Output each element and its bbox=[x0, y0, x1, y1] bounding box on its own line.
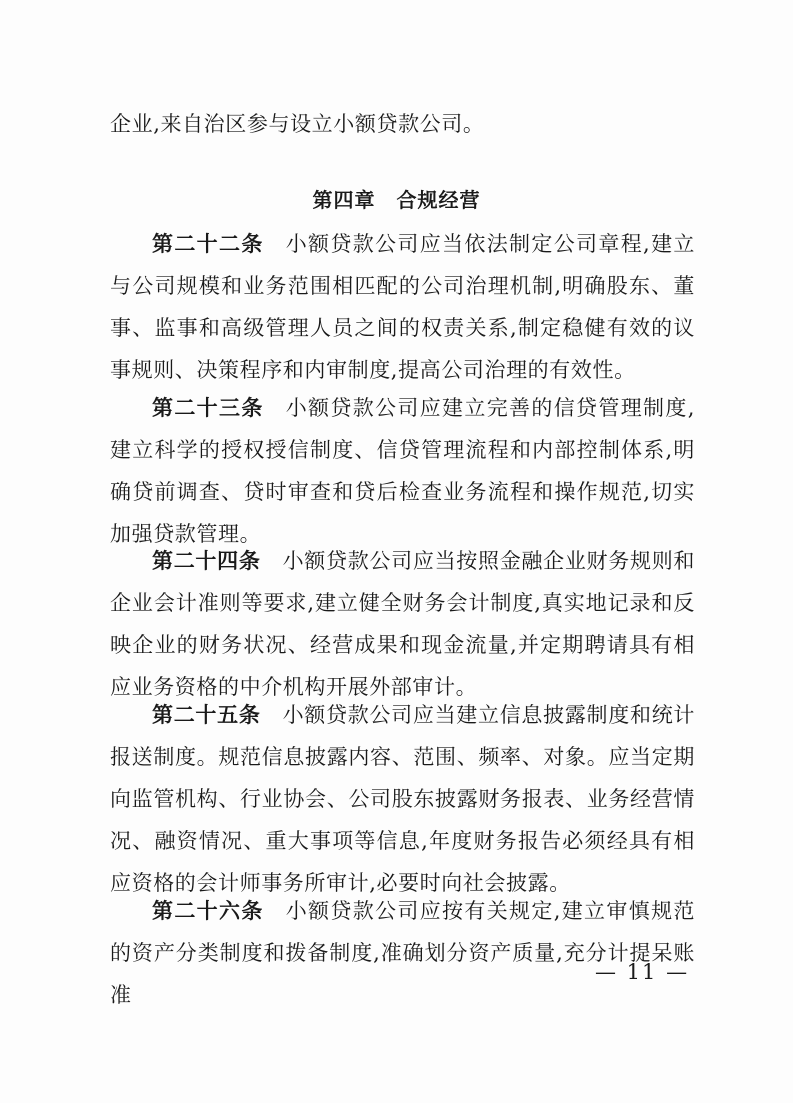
article-26 bbox=[110, 890, 695, 1016]
lead-paragraph: 企业,来自治区参与设立小额贷款公司。 bbox=[110, 112, 485, 136]
article-text: 小额贷款公司应按有关规定,建立审慎规范的资产分类制度和拨备制度,准确划分资产质量,充分计提呆账准 bbox=[110, 899, 696, 1007]
page-number: — 11 — bbox=[595, 960, 690, 984]
article-text: 小额贷款公司应当建立信息披露制度和统计报送制度。规范信息披露内容、范围、频率、对象。应当定期向监管机构、行业协会、公司股东披露财务报表、业务经营情况、融资情况、重大事项等信息,年度财务报告必须经具有相应资格的会计师事务所审计,必要时向社会披露。 bbox=[110, 703, 696, 895]
article-number: 第二十二条 bbox=[152, 232, 264, 256]
chapter-title: 第四章 合规经营 bbox=[312, 188, 481, 212]
article-text: 小额贷款公司应当按照金融企业财务规则和企业会计准则等要求,建立健全财务会计制度,真实地记录和反映企业的财务状况、经营成果和现金流量,并定期聘请具有相应业务资格的中介机构开展外部审计。 bbox=[110, 549, 696, 699]
article-23 bbox=[110, 387, 695, 555]
article-number: 第二十六条 bbox=[152, 899, 264, 923]
article-number: 第二十三条 bbox=[152, 396, 264, 420]
article-25 bbox=[110, 694, 695, 904]
article-24 bbox=[110, 540, 695, 708]
article-number: 第二十四条 bbox=[152, 549, 261, 573]
article-text: 小额贷款公司应当依法制定公司章程,建立与公司规模和业务范围相匹配的公司治理机制,明确股东、董事、监事和高级管理人员之间的权责关系,制定稳健有效的议事规则、决策程序和内审制度,提高公司治理的有效性。 bbox=[110, 232, 696, 382]
article-22 bbox=[110, 223, 695, 391]
article-text: 小额贷款公司应建立完善的信贷管理制度,建立科学的授权授信制度、信贷管理流程和内部控制体系,明确贷前调查、贷时审查和贷后检查业务流程和操作规范,切实加强贷款管理。 bbox=[110, 396, 696, 546]
article-number: 第二十五条 bbox=[152, 703, 261, 727]
